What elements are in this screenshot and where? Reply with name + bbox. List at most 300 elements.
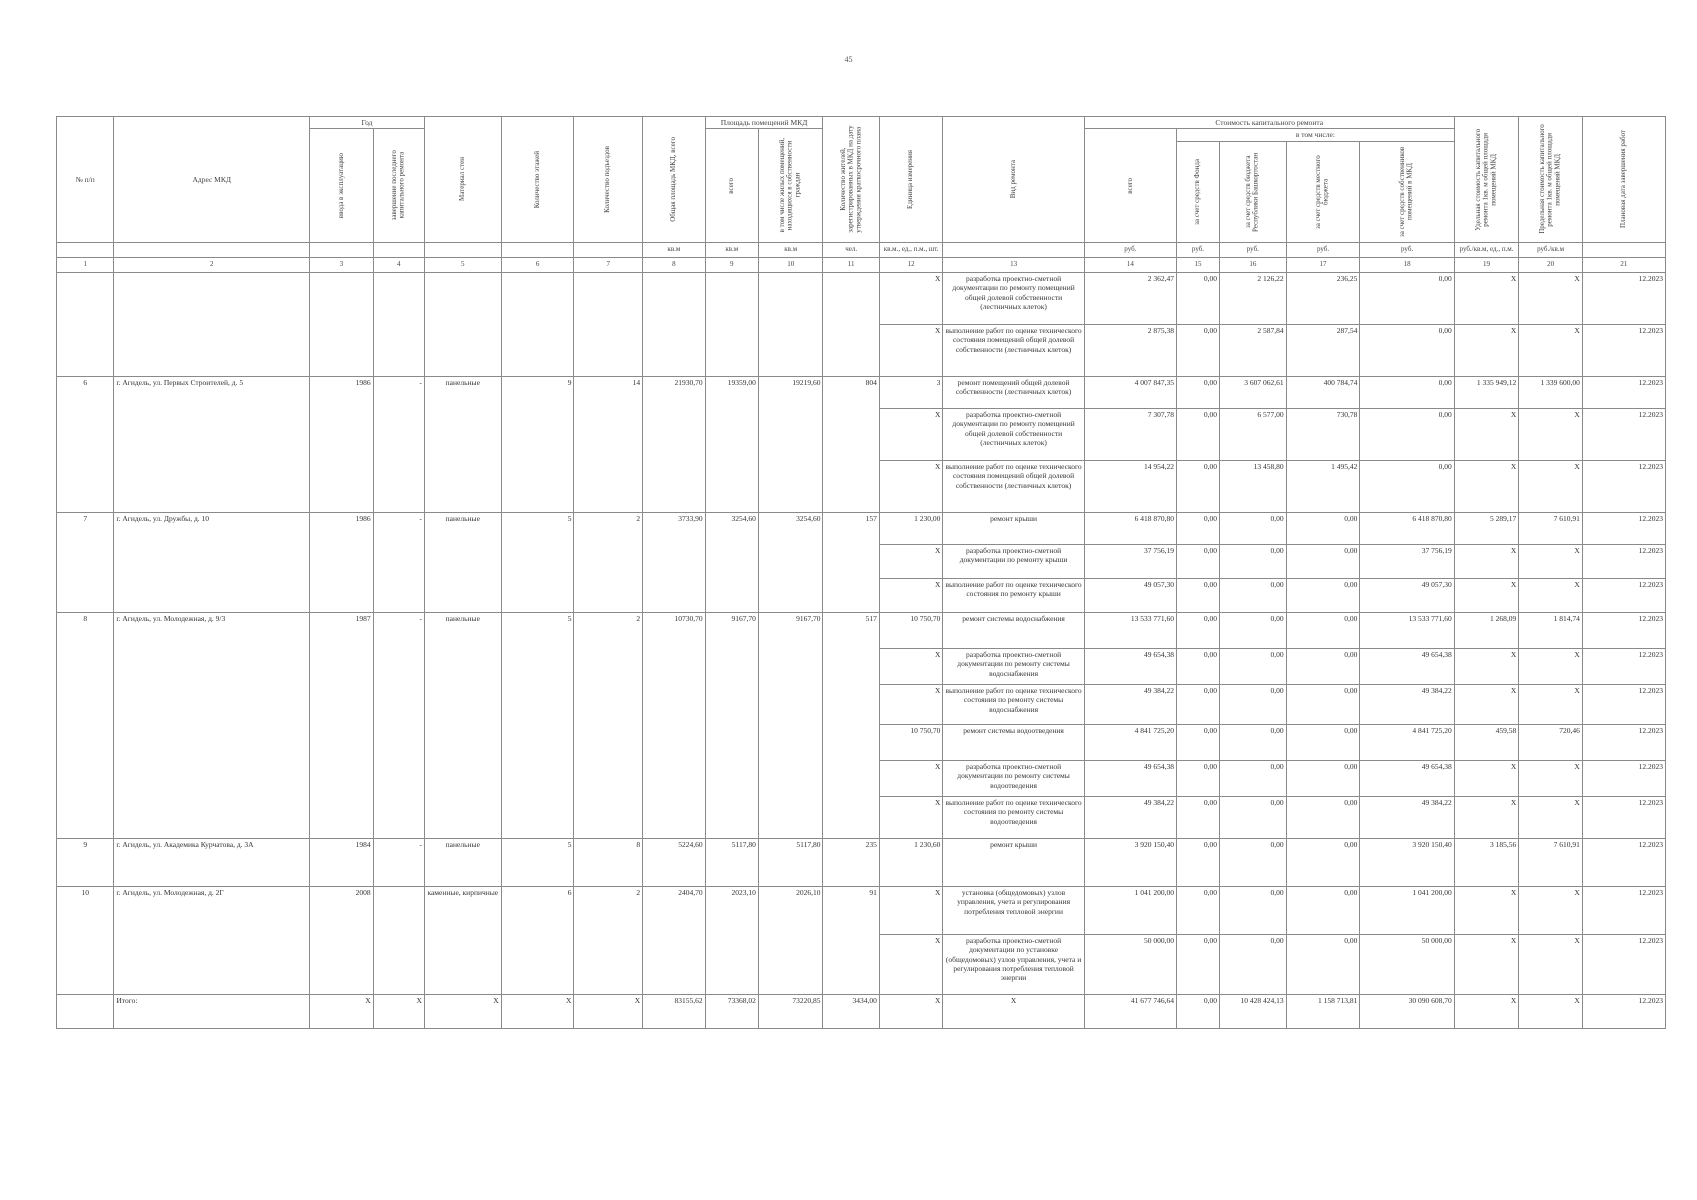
cell-spec: X (1454, 994, 1519, 1028)
cell-entrances: 14 (574, 376, 643, 512)
col-number: 7 (574, 257, 643, 272)
cell-num (57, 272, 114, 376)
cell-total: 49 654,38 (1084, 648, 1176, 684)
header-year-group: Год (310, 117, 425, 129)
cell-limit: 7 610,91 (1519, 838, 1583, 886)
cell-address: г. Агидель, ул. Первых Строителей, д. 5 (114, 376, 310, 512)
cell-local: 0,00 (1286, 886, 1360, 934)
cell-rb: 2 126,22 (1220, 272, 1287, 324)
cell-people: 3434,00 (823, 994, 879, 1028)
cell-limit: 7 610,91 (1519, 512, 1583, 544)
cell-area-all: 2023,10 (705, 886, 758, 994)
cell-wall: панельные (424, 512, 501, 612)
col-number: 14 (1084, 257, 1176, 272)
cell-work: ремонт системы водоснабжения (943, 612, 1084, 648)
page-number: 45 (844, 55, 853, 64)
cell-area-all: 3254,60 (705, 512, 758, 612)
cell-area-all: 19359,00 (705, 376, 758, 512)
cell-wall: панельные (424, 376, 501, 512)
cell-floors: X (501, 994, 574, 1028)
cell-total: 41 677 746,64 (1084, 994, 1176, 1028)
col-number: 20 (1519, 257, 1583, 272)
cell-unit: X (879, 760, 943, 796)
cell-limit: 1 339 600,00 (1519, 376, 1583, 408)
table-row (57, 512, 1666, 544)
cell-spec: 1 268,09 (1454, 612, 1519, 648)
cell-rb: 0,00 (1220, 648, 1287, 684)
cell-local: 0,00 (1286, 648, 1360, 684)
cell-fund: 0,00 (1176, 648, 1219, 684)
cell-address: г. Агидель, ул. Академика Курчатова, д. 3А (114, 838, 310, 886)
table-row (57, 886, 1666, 934)
cell-total: 4 841 725,20 (1084, 724, 1176, 760)
cell-spec: X (1454, 460, 1519, 512)
cell-area-res: 5117,80 (758, 838, 823, 886)
cell-local: 0,00 (1286, 512, 1360, 544)
cell-total: 2 362,47 (1084, 272, 1176, 324)
cell-area-res: 3254,60 (758, 512, 823, 612)
cell-total: 13 533 771,60 (1084, 612, 1176, 648)
cell-rb: 6 577,00 (1220, 408, 1287, 460)
header-repair-type: Вид ремонта (943, 117, 1084, 243)
cell-limit: X (1519, 272, 1583, 324)
cell-work: ремонт крыши (943, 512, 1084, 544)
cell-limit: X (1519, 994, 1583, 1028)
cell-last-repair: X (373, 994, 424, 1028)
cell-fund: 0,00 (1176, 544, 1219, 578)
cell-floors: 5 (501, 838, 574, 886)
cell-fund: 0,00 (1176, 612, 1219, 648)
cell-unit: 1 230,60 (879, 838, 943, 886)
cell-wall: каменные, кирпичные (424, 886, 501, 994)
cell-spec: X (1454, 272, 1519, 324)
cell-last-repair: - (373, 838, 424, 886)
cell-work: разработка проектно-сметной документации по ремонту системы водоснабжения (943, 648, 1084, 684)
cell-last-repair (373, 272, 424, 376)
cell-work: ремонт системы водоотведения (943, 724, 1084, 760)
unit-20: руб./кв.м (1519, 242, 1583, 257)
cell-local: 287,54 (1286, 324, 1360, 376)
cell-work: выполнение работ по оценке технического состояния по ремонту системы водоотведения (943, 796, 1084, 838)
col-number: 1 (57, 257, 114, 272)
unit-17: руб. (1286, 242, 1360, 257)
cell-rb: 10 428 424,13 (1220, 994, 1287, 1028)
cell-fund: 0,00 (1176, 408, 1219, 460)
capital-repair-table (56, 116, 1666, 1029)
cell-unit: X (879, 460, 943, 512)
cell-work: выполнение работ по оценке технического состояния по ремонту крыши (943, 578, 1084, 612)
cell-last-repair: - (373, 612, 424, 838)
cell-rb: 0,00 (1220, 684, 1287, 724)
cell-area-res: 9167,70 (758, 612, 823, 838)
cell-own: 37 756,19 (1360, 544, 1454, 578)
cell-unit: X (879, 408, 943, 460)
cell-last-repair (373, 886, 424, 994)
cell-rb: 0,00 (1220, 612, 1287, 648)
cell-limit: X (1519, 684, 1583, 724)
unit-15: руб. (1176, 242, 1219, 257)
header-entrances: Количество подъездов (574, 117, 643, 243)
cell-fund: 0,00 (1176, 512, 1219, 544)
cell-address: г. Агидель, ул. Дружбы, д. 10 (114, 512, 310, 612)
cell-year: 1986 (310, 512, 374, 612)
cell-num: 6 (57, 376, 114, 512)
cell-total: 1 041 200,00 (1084, 886, 1176, 934)
cell-num: 9 (57, 838, 114, 886)
cell-limit: X (1519, 760, 1583, 796)
cell-own: 0,00 (1360, 460, 1454, 512)
cell-limit: X (1519, 886, 1583, 934)
cell-fund: 0,00 (1176, 724, 1219, 760)
col-number: 9 (705, 257, 758, 272)
cell-spec: X (1454, 408, 1519, 460)
col-number: 10 (758, 257, 823, 272)
col-number: 21 (1582, 257, 1665, 272)
header-specific-cost: Удельная стоимость капитального ремонта 1кв. м общей площади помещений МКД (1454, 117, 1519, 243)
cell-spec: 1 335 949,12 (1454, 376, 1519, 408)
cell-own: 30 090 608,70 (1360, 994, 1454, 1028)
cell-date: 12.2023 (1582, 796, 1665, 838)
header-incl-group: в том числе: (1176, 129, 1454, 141)
cell-fund: 0,00 (1176, 934, 1219, 994)
cell-local: 0,00 (1286, 544, 1360, 578)
cell-own: 49 057,30 (1360, 578, 1454, 612)
unit-10: кв.м (758, 242, 823, 257)
cell-local: 0,00 (1286, 612, 1360, 648)
cell-num: 8 (57, 612, 114, 838)
col-number: 12 (879, 257, 943, 272)
cell-date: 12.2023 (1582, 272, 1665, 324)
header-cost-group: Стоимость капитального ремонта (1084, 117, 1454, 129)
header-local-budget: за счет средств местного бюджета (1286, 141, 1360, 242)
cell-limit: X (1519, 460, 1583, 512)
header-fund: за счет средств Фонда (1176, 141, 1219, 242)
cell-work: разработка проектно-сметной документации по ремонту крыши (943, 544, 1084, 578)
cell-floors: 6 (501, 886, 574, 994)
col-number: 4 (373, 257, 424, 272)
cell-local: 0,00 (1286, 838, 1360, 886)
cell-date: 12.2023 (1582, 886, 1665, 934)
col-number: 11 (823, 257, 879, 272)
cell-local: 0,00 (1286, 760, 1360, 796)
cell-fund: 0,00 (1176, 578, 1219, 612)
cell-people: 157 (823, 512, 879, 612)
unit-8: кв.м (643, 242, 706, 257)
cell-area: 5224,60 (643, 838, 706, 886)
cell-unit: 1 230,00 (879, 512, 943, 544)
cell-limit: X (1519, 324, 1583, 376)
cell-total: 3 920 150,40 (1084, 838, 1176, 886)
cell-date: 12.2023 (1582, 934, 1665, 994)
cell-total: 50 000,00 (1084, 934, 1176, 994)
header-limit-cost: Предельная стоимость капитального ремонта 1кв. м общей площади помещений МКД (1519, 117, 1583, 243)
cell-date: 12.2023 (1582, 760, 1665, 796)
cell-spec: X (1454, 796, 1519, 838)
cell-unit: 10 750,70 (879, 724, 943, 760)
header-address: Адрес МКД (114, 117, 310, 243)
col-number: 2 (114, 257, 310, 272)
cell-date: 12.2023 (1582, 376, 1665, 408)
header-wall: Материал стен (424, 117, 501, 243)
cell-area: 2404,70 (643, 886, 706, 994)
total-row (57, 994, 1666, 1028)
cell-year: 1984 (310, 838, 374, 886)
cell-unit: X (879, 544, 943, 578)
cell-entrances: X (574, 994, 643, 1028)
cell-rb: 0,00 (1220, 512, 1287, 544)
cell-rb: 0,00 (1220, 796, 1287, 838)
cell-date: 12.2023 (1582, 612, 1665, 648)
cell-own: 1 041 200,00 (1360, 886, 1454, 934)
header-year-built: ввода в эксплуатацию (310, 129, 374, 242)
cell-local: 730,78 (1286, 408, 1360, 460)
cell-limit: X (1519, 544, 1583, 578)
units-row (57, 242, 1666, 257)
cell-own: 50 000,00 (1360, 934, 1454, 994)
cell-own: 6 418 870,80 (1360, 512, 1454, 544)
col-number: 15 (1176, 257, 1219, 272)
cell-unit: X (879, 648, 943, 684)
cell-wall: X (424, 994, 501, 1028)
col-number: 5 (424, 257, 501, 272)
cell-local: 400 784,74 (1286, 376, 1360, 408)
total-label: Итого: (114, 994, 310, 1028)
header-planned-date: Плановая дата завершения работ (1582, 117, 1665, 243)
cell-local: 0,00 (1286, 934, 1360, 994)
cell-area: 3733,90 (643, 512, 706, 612)
cell-work: разработка проектно-сметной документации по ремонту помещений общей долевой собственности (лестничных клеток) (943, 408, 1084, 460)
cell-local: 0,00 (1286, 684, 1360, 724)
cell-total: 4 007 847,35 (1084, 376, 1176, 408)
cell-rb: 0,00 (1220, 838, 1287, 886)
cell-floors (501, 272, 574, 376)
cell-year: 2008 (310, 886, 374, 994)
cell-total: 2 875,38 (1084, 324, 1176, 376)
cell-own: 49 384,22 (1360, 796, 1454, 838)
cell-work: разработка проектно-сметной документации по установке (общедомовых) узлов управления, учета и регулирования потребления тепловой энергии (943, 934, 1084, 994)
cell-spec: X (1454, 324, 1519, 376)
cell-unit: X (879, 796, 943, 838)
capital-repair-table-wrapper (56, 116, 1666, 1029)
cell-date: 12.2023 (1582, 512, 1665, 544)
cell-work: разработка проектно-сметной документации по ремонту системы водоотведения (943, 760, 1084, 796)
cell-rb: 0,00 (1220, 760, 1287, 796)
cell-work: выполнение работ по оценке технического состояния помещений общей долевой собственности (лестничных клеток) (943, 460, 1084, 512)
cell-date: 12.2023 (1582, 408, 1665, 460)
cell-last-repair: - (373, 512, 424, 612)
cell-local: 0,00 (1286, 724, 1360, 760)
unit-9: кв.м (705, 242, 758, 257)
cell-own: 4 841 725,20 (1360, 724, 1454, 760)
table-row (57, 272, 1666, 324)
cell-unit: X (879, 934, 943, 994)
cell-rb: 0,00 (1220, 544, 1287, 578)
cell-spec: 459,58 (1454, 724, 1519, 760)
header-floors: Количество этажей (501, 117, 574, 243)
cell-own: 49 654,38 (1360, 648, 1454, 684)
col-number: 17 (1286, 257, 1360, 272)
cell-num: 10 (57, 886, 114, 994)
cell-rb: 0,00 (1220, 886, 1287, 934)
column-numbers-row (57, 257, 1666, 272)
cell-limit: X (1519, 648, 1583, 684)
cell-date: 12.2023 (1582, 544, 1665, 578)
cell-unit: X (879, 684, 943, 724)
cell-rb: 0,00 (1220, 934, 1287, 994)
cell-total: 49 384,22 (1084, 796, 1176, 838)
cell-total: 49 654,38 (1084, 760, 1176, 796)
unit-11: чел. (823, 242, 879, 257)
cell-spec: X (1454, 544, 1519, 578)
cell-unit: X (879, 886, 943, 934)
cell-people: 517 (823, 612, 879, 838)
cell-people (823, 272, 879, 376)
cell-local: 1 158 713,81 (1286, 994, 1360, 1028)
unit-12: кв.м., ед., п.м., шт. (879, 242, 943, 257)
cell-spec: X (1454, 684, 1519, 724)
cell-work: разработка проектно-сметной документации по ремонту помещений общей долевой собственности (лестничных клеток) (943, 272, 1084, 324)
cell-entrances: 8 (574, 838, 643, 886)
cell-work: ремонт помещений общей долевой собственности (лестничных клеток) (943, 376, 1084, 408)
unit-14: руб. (1084, 242, 1176, 257)
cell-fund: 0,00 (1176, 272, 1219, 324)
cell-date: 12.2023 (1582, 684, 1665, 724)
col-number: 19 (1454, 257, 1519, 272)
cell-fund: 0,00 (1176, 838, 1219, 886)
cell-date: 12.2023 (1582, 838, 1665, 886)
cell-rb: 0,00 (1220, 578, 1287, 612)
cell-people: 235 (823, 838, 879, 886)
cell-unit: X (879, 272, 943, 324)
cell-total: 49 057,30 (1084, 578, 1176, 612)
cell-limit: 1 814,74 (1519, 612, 1583, 648)
header-area-group: Площадь помещений МКД (705, 117, 823, 129)
cell-unit: 10 750,70 (879, 612, 943, 648)
cell-spec: 5 289,17 (1454, 512, 1519, 544)
cell-own: 0,00 (1360, 408, 1454, 460)
cell-fund: 0,00 (1176, 684, 1219, 724)
cell-area: 21930,70 (643, 376, 706, 512)
cell-spec: X (1454, 648, 1519, 684)
cell-address: г. Агидель, ул. Молодежная, д. 9/3 (114, 612, 310, 838)
cell-area-res: 19219,60 (758, 376, 823, 512)
cell-area-all (705, 272, 758, 376)
cell-total: 37 756,19 (1084, 544, 1176, 578)
cell-local: 0,00 (1286, 796, 1360, 838)
header-residents: Количество жителей, зарегистрированных в МКД на дату утверждения краткосрочного плана (823, 117, 879, 243)
header-rb-budget: за счет средств бюджета Республики Башкортостан (1220, 141, 1287, 242)
cell-limit: X (1519, 408, 1583, 460)
cell-entrances (574, 272, 643, 376)
col-number: 18 (1360, 257, 1454, 272)
cell-unit: X (879, 578, 943, 612)
cell-total: 49 384,22 (1084, 684, 1176, 724)
cell-own: 0,00 (1360, 376, 1454, 408)
table-row (57, 612, 1666, 648)
header-total-area: Общая площадь МКД, всего (643, 117, 706, 243)
cell-year: 1987 (310, 612, 374, 838)
col-number: 13 (943, 257, 1084, 272)
cell-unit: X (879, 324, 943, 376)
cell-total: 7 307,78 (1084, 408, 1176, 460)
cell-fund: 0,00 (1176, 994, 1219, 1028)
cell-last-repair: - (373, 376, 424, 512)
cell-area-res (758, 272, 823, 376)
cell-fund: 0,00 (1176, 796, 1219, 838)
cell-fund: 0,00 (1176, 376, 1219, 408)
cell-own: 0,00 (1360, 272, 1454, 324)
cell-area: 10730,70 (643, 612, 706, 838)
col-number: 3 (310, 257, 374, 272)
cell-work: выполнение работ по оценке технического состояния помещений общей долевой собственности (лестничных клеток) (943, 324, 1084, 376)
cell-date: 12.2023 (1582, 578, 1665, 612)
header-last-repair: завершение последнего капитального ремонта (373, 129, 424, 242)
cell-fund: 0,00 (1176, 460, 1219, 512)
cell-area: 83155,62 (643, 994, 706, 1028)
header-cost-total: всего (1084, 129, 1176, 242)
cell-people: 91 (823, 886, 879, 994)
cell-date: 12.2023 (1582, 724, 1665, 760)
cell-wall (424, 272, 501, 376)
cell-local: 0,00 (1286, 578, 1360, 612)
cell-area-res: 2026,10 (758, 886, 823, 994)
cell-spec: X (1454, 886, 1519, 934)
unit-16: руб. (1220, 242, 1287, 257)
cell-area-all: 73368,02 (705, 994, 758, 1028)
cell-floors: 5 (501, 612, 574, 838)
cell-fund: 0,00 (1176, 324, 1219, 376)
cell-total: 6 418 870,80 (1084, 512, 1176, 544)
cell-own: 0,00 (1360, 324, 1454, 376)
cell-own: 3 920 150,40 (1360, 838, 1454, 886)
header-unit: Единица измерения (879, 117, 943, 243)
cell-entrances: 2 (574, 886, 643, 994)
cell-floors: 9 (501, 376, 574, 512)
cell-area-all: 5117,80 (705, 838, 758, 886)
cell-people: 804 (823, 376, 879, 512)
cell-work: установка (общедомовых) узлов управления, учета и регулирования потребления тепловой энергии (943, 886, 1084, 934)
cell-entrances: 2 (574, 612, 643, 838)
cell-num (57, 994, 114, 1028)
header-area-all: всего (705, 129, 758, 242)
cell-date: 12.2023 (1582, 460, 1665, 512)
cell-entrances: 2 (574, 512, 643, 612)
cell-limit: 720,46 (1519, 724, 1583, 760)
cell-unit: 3 (879, 376, 943, 408)
col-number: 16 (1220, 257, 1287, 272)
cell-date: 12.2023 (1582, 324, 1665, 376)
cell-rb: 3 607 062,61 (1220, 376, 1287, 408)
cell-fund: 0,00 (1176, 886, 1219, 934)
table-row (57, 838, 1666, 886)
cell-year (310, 272, 374, 376)
cell-area-all: 9167,70 (705, 612, 758, 838)
cell-num: 7 (57, 512, 114, 612)
cell-wall: панельные (424, 612, 501, 838)
cell-wall: панельные (424, 838, 501, 886)
cell-spec: X (1454, 760, 1519, 796)
unit-19: руб./кв.м, ед., п.м. (1454, 242, 1519, 257)
cell-year: 1986 (310, 376, 374, 512)
cell-limit: X (1519, 934, 1583, 994)
cell-rb: 2 587,84 (1220, 324, 1287, 376)
cell-unit: X (879, 994, 943, 1028)
cell-rb: 13 458,80 (1220, 460, 1287, 512)
cell-address: г. Агидель, ул. Молодежная, д. 2Г (114, 886, 310, 994)
cell-work: выполнение работ по оценке технического состояния по ремонту системы водоснабжения (943, 684, 1084, 724)
cell-date: 12.2023 (1582, 648, 1665, 684)
cell-area-res: 73220,85 (758, 994, 823, 1028)
